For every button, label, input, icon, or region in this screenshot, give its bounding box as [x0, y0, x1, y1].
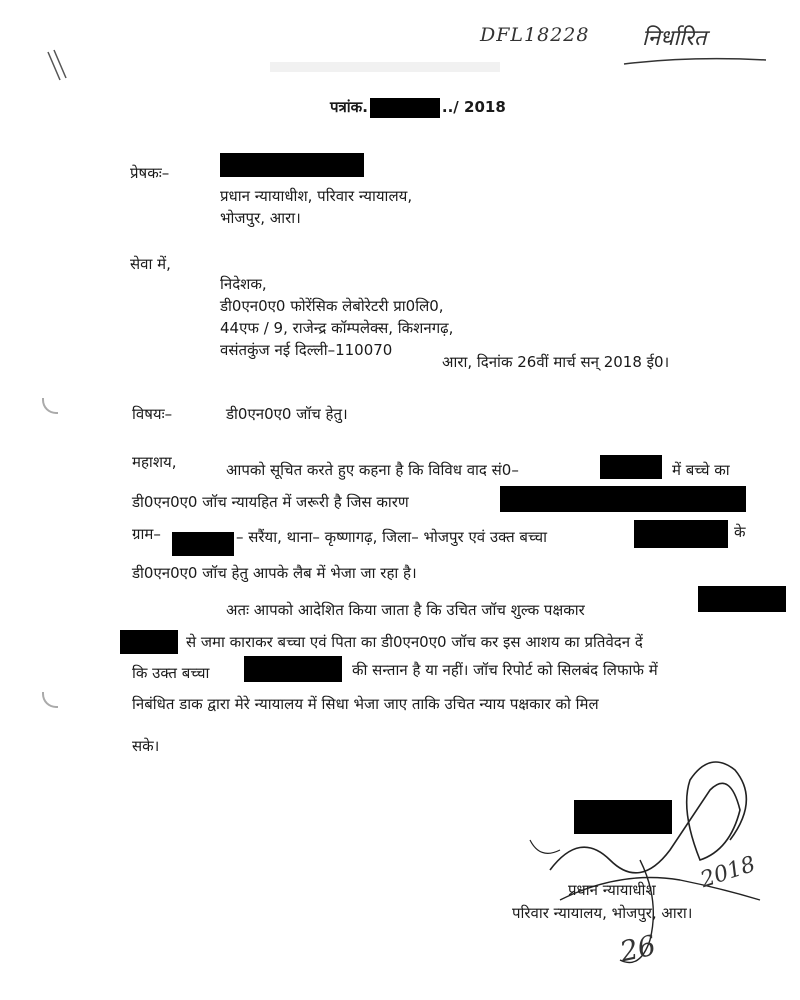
redaction-box: [370, 98, 440, 118]
redaction-box: [172, 532, 234, 556]
body-p2-line4: निबंधित डाक द्वारा मेरे न्यायालय में सिधा भेजा जाए ताकि उचित न्याय पक्षकार को मिल: [132, 695, 599, 713]
sender-label: प्रेषकः–: [130, 164, 170, 182]
top-right-note: निर्धारित: [642, 26, 707, 51]
redaction-box: [634, 520, 728, 548]
punch-hole-mark: [42, 398, 58, 414]
date-line: आरा, दिनांक 26वीं मार्च सन् 2018 ई0।: [442, 353, 670, 371]
body-p2-line3a: कि उक्त बच्चा: [132, 664, 210, 682]
redaction-box: [698, 586, 786, 612]
body-p1-line3a: ग्राम–: [132, 525, 161, 543]
body-p1-line4: डी0एन0ए0 जॉच हेतु आपके लैब में भेजा जा रहा है।: [132, 564, 417, 582]
note-underline: [620, 52, 770, 72]
file-number: DFL18228: [480, 24, 590, 46]
sender-line-2: भोजपुर, आरा।: [220, 209, 301, 227]
recipient-line-1: निदेशक,: [220, 275, 267, 293]
bleed-through-text: [270, 62, 500, 72]
body-p1-line3b: – सरैंया, थाना– कृष्णागढ़, जिला– भोजपुर एवं उक्त बच्चा: [236, 528, 548, 546]
body-p1-line3c: के: [734, 523, 746, 541]
body-p2-line3b: की सन्तान है या नहीं। जॉच रिपोर्ट को सिलबंद लिफाफे में: [352, 661, 658, 679]
redaction-box: [600, 455, 662, 479]
recipient-line-4: वसंतकुंज नई दिल्ली–110070: [220, 341, 393, 359]
patrank-line: [330, 97, 506, 118]
redaction-box: [220, 153, 364, 177]
signature-court: परिवार न्यायालय, भोजपुर, आरा।: [512, 904, 693, 922]
body-p1-line2: डी0एन0ए0 जॉच न्यायहित में जरूरी है जिस कारण: [132, 493, 409, 511]
patrank-suffix: ../ 2018: [441, 98, 506, 116]
margin-tick-marks: [42, 48, 72, 88]
redaction-box: [244, 656, 342, 682]
body-p1-line1: [226, 460, 519, 480]
body-p2-line5: सके।: [132, 737, 160, 755]
redaction-box: [120, 630, 178, 654]
body-text: आपको सूचित करते हुए कहना है कि विविध वाद सं0–: [226, 461, 519, 479]
sender-line-1: प्रधान न्यायाधीश, परिवार न्यायालय,: [220, 187, 413, 205]
redaction-box: [500, 486, 746, 512]
recipient-line-2: डी0एन0ए0 फोरेंसिक लेबोरेटरी प्रा0लि0,: [220, 297, 444, 315]
recipient-label: सेवा में,: [130, 255, 171, 273]
recipient-line-3: 44एफ / 9, राजेन्द्र कॉम्पलेक्स, किशनगढ़,: [220, 319, 454, 337]
handwritten-day: 26: [616, 928, 659, 969]
salutation: महाशय,: [132, 453, 177, 471]
body-p2-line2: से जमा काराकर बच्चा एवं पिता का डी0एन0ए0 जॉच कर इस आशय का प्रतिवेदन दें: [186, 633, 643, 651]
patrank-label: पत्रांक.: [330, 98, 368, 116]
signature-title: प्रधान न्यायाधीश: [568, 881, 656, 899]
subject-text: डी0एन0ए0 जॉच हेतु।: [226, 405, 348, 423]
body-text: में बच्चे का: [672, 461, 730, 479]
subject-label: विषयः–: [132, 405, 173, 423]
handwritten-year: 2018: [697, 851, 759, 894]
punch-hole-mark: [42, 692, 58, 708]
body-p2-line1: अतः आपको आदेशित किया जाता है कि उचित जॉच शुल्क पक्षकार: [226, 601, 585, 619]
